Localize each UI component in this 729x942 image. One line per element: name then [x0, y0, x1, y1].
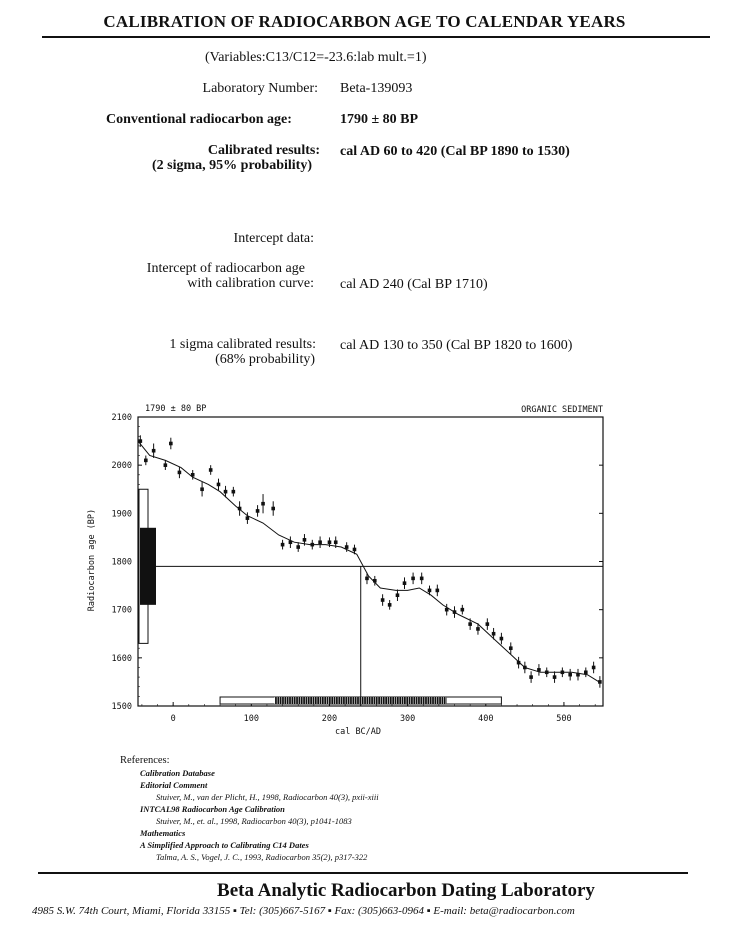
- data-point: [381, 598, 385, 602]
- data-point: [353, 548, 357, 552]
- data-point: [365, 577, 369, 581]
- y-tick-label: 2000: [111, 461, 132, 472]
- data-point: [217, 483, 221, 487]
- data-point: [461, 608, 465, 612]
- data-point: [238, 507, 242, 511]
- intercept-data-label: Intercept data:: [233, 231, 314, 246]
- reference-citation: Talma, A. S., Vogel, J. C., 1993, Radiocarbon 35(2), p317-322: [156, 852, 368, 862]
- data-point: [529, 675, 533, 679]
- data-point: [486, 622, 490, 626]
- data-point: [411, 577, 415, 581]
- data-point: [224, 490, 228, 494]
- data-point: [517, 661, 521, 665]
- data-point: [261, 502, 265, 506]
- x-tick-label: 100: [243, 714, 259, 724]
- data-point: [209, 468, 213, 472]
- y-tick-label: 1500: [111, 702, 132, 712]
- references-section: [120, 755, 379, 863]
- data-point: [598, 680, 602, 684]
- one-sigma-probability-label: (68% probability): [215, 352, 315, 367]
- y-tick-label: 1800: [111, 557, 132, 568]
- data-point: [553, 675, 557, 679]
- intercept-label: Intercept of radiocarbon age: [146, 261, 305, 276]
- intercept-curve-label: with calibration curve:: [187, 276, 314, 291]
- title-rule: [42, 36, 710, 38]
- calibrated-results-label: Calibrated results:: [207, 143, 320, 158]
- data-point: [592, 666, 596, 670]
- data-point: [500, 637, 504, 641]
- data-point: [303, 538, 307, 542]
- data-point: [584, 670, 588, 674]
- document-title: CALIBRATION OF RADIOCARBON AGE TO CALENDAR YEARS: [103, 12, 626, 31]
- reference-citation: Stuiver, M., et. al., 1998, Radiocarbon 40(3), p1041-1083: [156, 816, 352, 826]
- chart-title-right: ORGANIC SEDIMENT: [521, 405, 603, 415]
- data-point: [396, 593, 400, 597]
- reference-heading: Calibration Database: [140, 768, 215, 778]
- one-sigma-label: 1 sigma calibrated results:: [169, 337, 316, 352]
- data-point: [428, 589, 432, 593]
- calibration-chart: [0, 395, 729, 745]
- data-point: [139, 439, 143, 443]
- reference-heading: Editorial Comment: [140, 780, 208, 790]
- data-point: [271, 507, 275, 511]
- data-point: [576, 673, 580, 677]
- data-point: [373, 579, 377, 583]
- reference-citation: Stuiver, M., van der Plicht, H., 1998, Radiocarbon 40(3), pxii-xiii: [156, 792, 379, 802]
- data-point: [445, 608, 449, 612]
- intercept-value: cal AD 240 (Cal BP 1710): [340, 277, 488, 292]
- data-point: [334, 540, 338, 544]
- data-point: [281, 543, 285, 547]
- data-point: [328, 540, 332, 544]
- lab-number-value: Beta-139093: [340, 81, 413, 96]
- chart-marks: [112, 413, 603, 724]
- y-tick-label: 1700: [111, 605, 132, 616]
- lab-number-label: Laboratory Number:: [202, 81, 318, 96]
- x-tick-label: 0: [170, 714, 176, 724]
- data-point: [144, 459, 148, 463]
- x-tick-label: 400: [478, 714, 494, 724]
- y-tick-label: 1900: [111, 509, 132, 520]
- data-point: [476, 627, 480, 631]
- data-point: [191, 473, 195, 477]
- one-sigma-value: cal AD 130 to 350 (Cal BP 1820 to 1600): [340, 338, 573, 353]
- variables-line: (Variables:C13/C12=-23.6:lab mult.=1): [205, 50, 427, 65]
- age-1sigma-bar: [140, 528, 156, 605]
- data-point: [468, 622, 472, 626]
- data-point: [178, 471, 182, 475]
- data-point: [436, 589, 440, 593]
- data-point: [318, 540, 322, 544]
- reference-heading: Mathematics: [140, 828, 186, 838]
- data-point: [523, 666, 527, 670]
- x-tick-label: 200: [321, 714, 338, 724]
- data-point: [232, 490, 236, 494]
- data-point: [164, 463, 168, 467]
- x-tick-label: 300: [399, 714, 416, 724]
- calibrated-probability-label: (2 sigma, 95% probability): [152, 158, 312, 173]
- data-point: [256, 509, 260, 513]
- data-point: [310, 543, 314, 547]
- y-tick-label: 2100: [111, 413, 132, 423]
- data-point: [403, 581, 407, 585]
- footer-address: 4985 S.W. 74th Court, Miami, Florida 33155 ▪ Tel: (305)667-5167 ▪ Fax: (305)663-0964 ▪ E-mail: beta@radiocarbon.com: [32, 905, 575, 917]
- data-point: [509, 646, 513, 650]
- calibrated-results-value: cal AD 60 to 420 (Cal BP 1890 to 1530): [340, 144, 570, 159]
- y-tick-label: 1600: [111, 653, 132, 664]
- data-point: [200, 487, 204, 491]
- data-point: [345, 545, 349, 549]
- data-point: [289, 540, 293, 544]
- footer-rule: [38, 872, 688, 874]
- chart-title-left: 1790 ± 80 BP: [145, 404, 207, 414]
- footer-company: Beta Analytic Radiocarbon Dating Laboratory: [217, 880, 595, 901]
- data-point: [296, 545, 300, 549]
- data-point: [492, 632, 496, 636]
- data-point: [537, 668, 541, 672]
- data-point: [420, 577, 424, 581]
- data-point: [453, 610, 457, 614]
- reference-heading: A Simplified Approach to Calibrating C14 Dates: [140, 840, 309, 850]
- y-axis-label: Radiocarbon age (BP): [87, 508, 97, 612]
- data-point: [246, 516, 250, 520]
- references-heading: References:: [120, 755, 170, 766]
- data-point: [561, 670, 565, 674]
- data-point: [169, 442, 173, 446]
- x-tick-label: 500: [556, 714, 572, 724]
- plot-frame: [138, 417, 603, 706]
- data-point: [568, 673, 572, 677]
- x-axis-label: cal BC/AD: [334, 727, 382, 737]
- conventional-age-label: Conventional radiocarbon age:: [106, 112, 292, 127]
- calibration-curve: [138, 441, 599, 682]
- reference-heading: INTCAL98 Radiocarbon Age Calibration: [140, 804, 285, 814]
- data-point: [545, 670, 549, 674]
- data-point: [388, 603, 392, 607]
- data-point: [152, 449, 156, 453]
- references-list: [120, 767, 379, 863]
- conventional-age-value: 1790 ± 80 BP: [340, 112, 419, 127]
